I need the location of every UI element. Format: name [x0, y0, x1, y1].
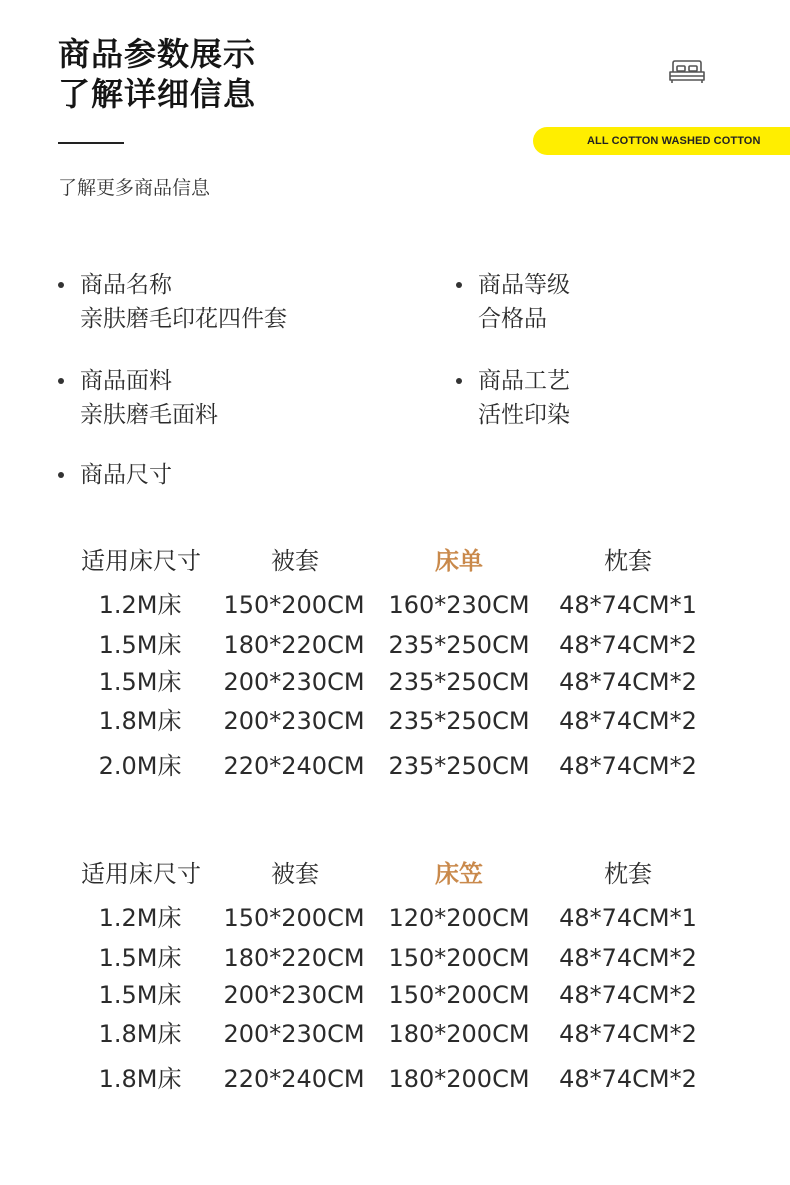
table-header-cell: 枕套 — [604, 547, 652, 575]
spec-label: 商品面料 — [80, 368, 172, 394]
table-cell: 150*200CM — [223, 591, 365, 619]
table-cell: 1.8M床 — [98, 1065, 182, 1093]
spec-item — [80, 268, 287, 336]
table-header-cell: 床单 — [435, 547, 483, 575]
table-cell: 150*200CM — [223, 904, 365, 932]
table-cell: 1.2M床 — [98, 904, 182, 932]
table-cell: 48*74CM*1 — [559, 904, 697, 932]
spec-label: 商品名称 — [80, 272, 172, 298]
spec-label: 商品等级 — [478, 272, 570, 298]
table-cell: 235*250CM — [388, 631, 530, 659]
badge: ALL COTTON WASHED COTTON — [533, 127, 790, 155]
table-header-cell: 适用床尺寸 — [81, 547, 201, 575]
table-cell: 48*74CM*2 — [559, 944, 697, 972]
spec-value: 亲肤磨毛印花四件套 — [80, 306, 287, 332]
table-cell: 1.5M床 — [98, 981, 182, 1009]
table-cell: 1.8M床 — [98, 707, 182, 735]
spec-label: 商品工艺 — [478, 368, 570, 394]
table-cell: 150*200CM — [388, 944, 530, 972]
subtitle: 了解更多商品信息 — [58, 177, 211, 199]
table-cell: 48*74CM*2 — [559, 752, 697, 780]
table-cell: 235*250CM — [388, 668, 530, 696]
table-cell: 200*230CM — [223, 981, 365, 1009]
page-title — [58, 34, 256, 114]
spec-label: 商品尺寸 — [80, 462, 172, 488]
spec-item — [478, 268, 570, 336]
table-cell: 48*74CM*2 — [559, 981, 697, 1009]
table-header-cell: 适用床尺寸 — [81, 860, 201, 888]
table-cell: 235*250CM — [388, 707, 530, 735]
table-cell: 180*220CM — [223, 631, 365, 659]
table-cell: 220*240CM — [223, 1065, 365, 1093]
table-header-cell: 被套 — [271, 547, 319, 575]
table-cell: 1.5M床 — [98, 668, 182, 696]
table-header-cell: 枕套 — [604, 860, 652, 888]
table-header-cell: 被套 — [271, 860, 319, 888]
table-cell: 150*200CM — [388, 981, 530, 1009]
spec-value: 合格品 — [478, 306, 547, 332]
spec-value: 活性印染 — [478, 402, 570, 428]
table-header-cell: 床笠 — [435, 860, 483, 888]
table-cell: 180*220CM — [223, 944, 365, 972]
table-cell: 48*74CM*2 — [559, 707, 697, 735]
title-line-1: 商品参数展示 — [58, 35, 257, 73]
table-cell: 120*200CM — [388, 904, 530, 932]
table-cell: 48*74CM*2 — [559, 1065, 697, 1093]
spec-value: 亲肤磨毛面料 — [80, 402, 218, 428]
title-divider — [58, 142, 124, 144]
table-cell: 1.5M床 — [98, 631, 182, 659]
table-cell: 220*240CM — [223, 752, 365, 780]
table-cell: 48*74CM*1 — [559, 591, 697, 619]
title-line-2: 了解详细信息 — [58, 75, 257, 113]
table-cell: 48*74CM*2 — [559, 1020, 697, 1048]
table-cell: 1.8M床 — [98, 1020, 182, 1048]
table-cell: 48*74CM*2 — [559, 631, 697, 659]
spec-item — [80, 458, 172, 492]
table-cell: 1.5M床 — [98, 944, 182, 972]
spec-item — [478, 364, 570, 432]
table-cell: 235*250CM — [388, 752, 530, 780]
table-cell: 200*230CM — [223, 668, 365, 696]
table-cell: 180*200CM — [388, 1020, 530, 1048]
table-cell: 1.2M床 — [98, 591, 182, 619]
table-cell: 2.0M床 — [98, 752, 182, 780]
table-cell: 200*230CM — [223, 1020, 365, 1048]
table-cell: 160*230CM — [388, 591, 530, 619]
table-cell: 200*230CM — [223, 707, 365, 735]
bed-icon — [667, 58, 707, 86]
table-cell: 48*74CM*2 — [559, 668, 697, 696]
table-cell: 180*200CM — [388, 1065, 530, 1093]
spec-item — [80, 364, 218, 432]
